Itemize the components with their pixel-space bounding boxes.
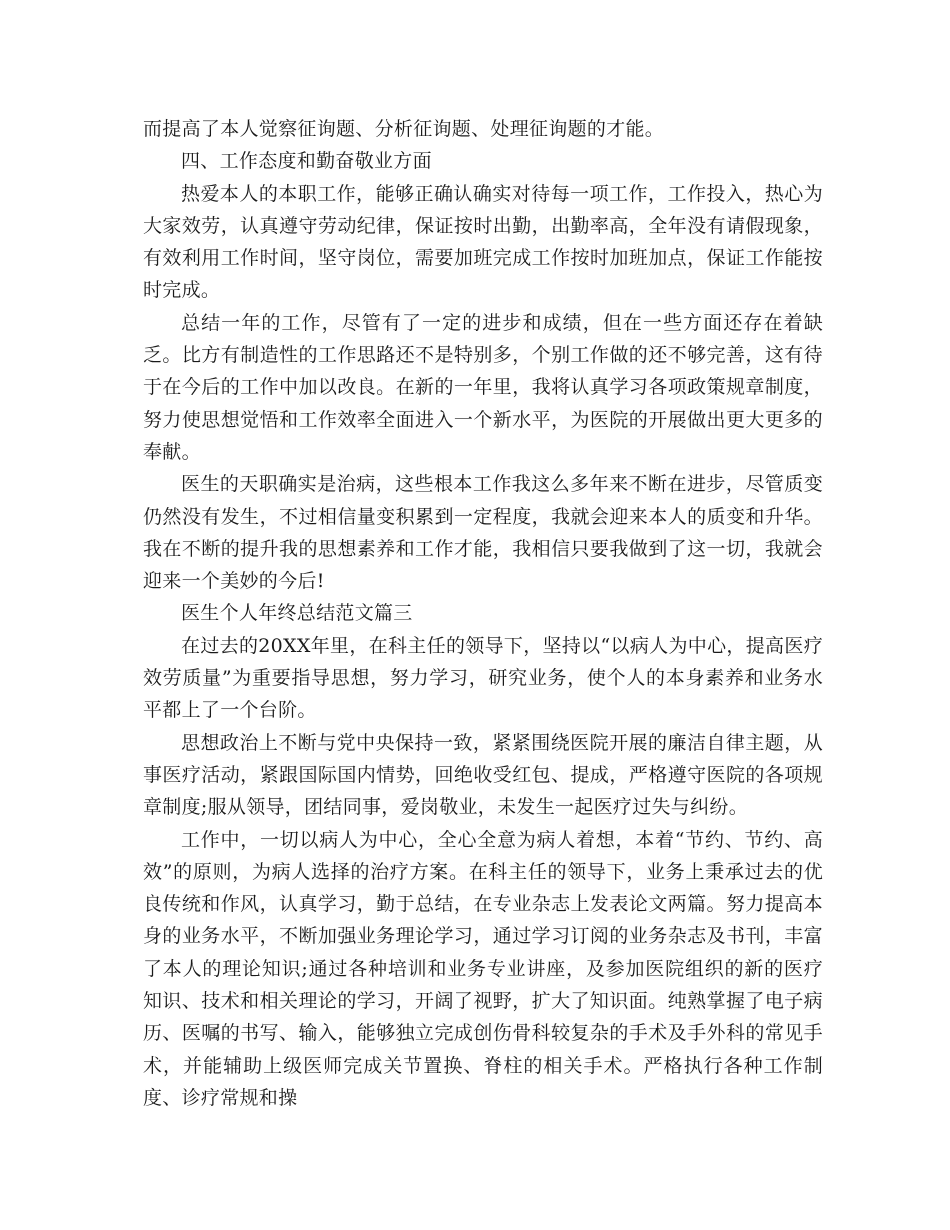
section-heading-part-three: 医生个人年终总结范文篇三 [181, 602, 413, 625]
paragraph-1: 而提高了本人觉察征询题、分析征询题、处理征询题的才能。 [143, 118, 665, 140]
paragraph-7: 在过去的20XX年里，在科主任的领导下，坚持以“以病人为中心，提高医疗效劳质量”为重要指导思想，努力学习，研究业务，使个人的本身素养和业务水平都上了一个台阶。 [143, 634, 823, 722]
document-body [143, 113, 823, 1114]
paragraph-8: 思想政治上不断与党中央保持一致，紧紧围绕医院开展的廉洁自律主题，从事医疗活动，紧跟国际国内情势，回绝收受红包、提成，严格遵守医院的各项规章制度;服从领导，团结同事，爱岗敬业，未发生一起医疗过失与纠纷。 [143, 731, 823, 819]
paragraph-4: 总结一年的工作，尽管有了一定的进步和成绩，但在一些方面还存在着缺乏。比方有制造性的工作思路还不是特别多，个别工作做的还不够完善，这有待于在今后的工作中加以改良。在新的一年里，我将认真学习各项政策规章制度，努力使思想觉悟和工作效率全面进入一个新水平，为医院的开展做出更大更多的奉献。 [143, 311, 823, 463]
paragraph-3: 热爱本人的本职工作，能够正确认确实对待每一项工作，工作投入，热心为大家效劳，认真遵守劳动纪律，保证按时出勤，出勤率高，全年没有请假现象，有效利用工作时间，坚守岗位，需要加班完成工作按时加班加点，保证工作能按时完成。 [143, 182, 823, 302]
paragraph-5: 医生的天职确实是治病，这些根本工作我这么多年来不断在进步，尽管质变仍然没有发生，不过相信量变积累到一定程度，我就会迎来本人的质变和升华。我在不断的提升我的思想素养和工作才能，我相信只要我做到了这一切，我就会迎来一个美妙的今后! [143, 473, 823, 593]
section-heading-work-attitude: 四、工作态度和勤奋敬业方面 [181, 150, 432, 173]
paragraph-9: 工作中，一切以病人为中心，全心全意为病人着想，本着“节约、节约、高效”的原则，为病人选择的治疗方案。在科主任的领导下，业务上秉承过去的优良传统和作风，认真学习，勤于总结，在专业杂志上发表论文两篇。努力提高本身的业务水平，不断加强业务理论学习，通过学习订阅的业务杂志及书刊，丰富了本人的理论知识;通过各种培训和业务专业讲座，及参加医院组织的新的医疗知识、技术和相关理论的学习，开阔了视野，扩大了知识面。纯熟掌握了电子病历、医嘱的书写、输入，能够独立完成创伤骨科较复杂的手术及手外科的常见手术，并能辅助上级医师完成关节置换、脊柱的相关手术。严格执行各种工作制度、诊疗常规和操 [143, 828, 823, 1109]
